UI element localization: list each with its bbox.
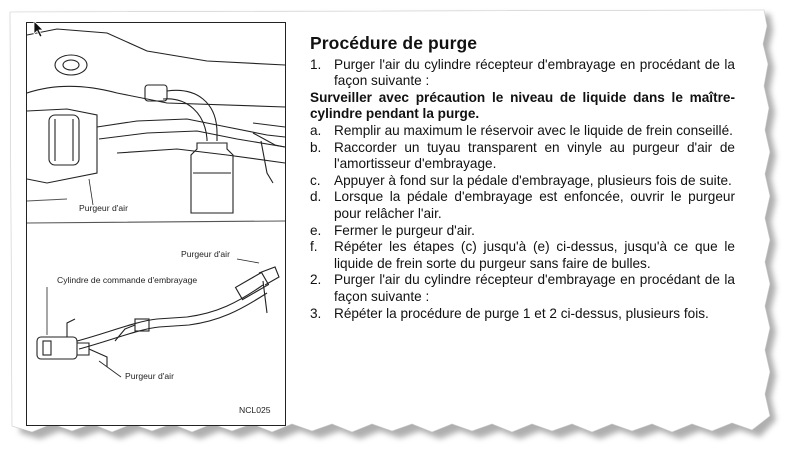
step-c	[310, 173, 735, 190]
procedure-text	[310, 35, 735, 322]
step-text: Fermer le purgeur d'air.	[334, 222, 475, 238]
step-text: Remplir au maximum le réservoir avec le liquide de frein conseillé.	[334, 122, 733, 138]
step-f	[310, 239, 735, 272]
label-purgeur-air-right: Purgeur d'air	[181, 249, 230, 259]
step-marker: 2.	[310, 272, 322, 288]
step-marker: b.	[310, 139, 322, 155]
step-d	[310, 189, 735, 222]
step-e	[310, 223, 735, 240]
step-3	[310, 306, 735, 323]
warning-text: Surveiller avec précaution le niveau de liquide dans le maître-cylindre pendant la purge.	[310, 89, 735, 122]
label-purgeur-air-top: Purgeur d'air	[79, 203, 128, 213]
step-text: Répéter les étapes (c) jusqu'à (e) ci-dessus, jusqu'à ce que le liquide de frein sorte du purgeur sans faire de bulles.	[334, 239, 735, 271]
step-marker: d.	[310, 189, 322, 205]
mouse-pointer-icon	[33, 20, 45, 38]
step-marker: e.	[310, 222, 322, 238]
step-marker: c.	[310, 172, 321, 188]
step-text: Purger l'air du cylindre récepteur d'embrayage en procédant de la façon suivante :	[334, 56, 735, 89]
step-text: Répéter la procédure de purge 1 et 2 ci-dessus, plusieurs fois.	[334, 305, 709, 321]
step-text: Appuyer à fond sur la pédale d'embrayage, plusieurs fois de suite.	[334, 172, 732, 188]
label-cylindre-commande: Cylindre de commande d'embrayage	[57, 275, 198, 285]
step-marker: 3.	[310, 305, 322, 321]
page-title: Procédure de purge	[310, 33, 478, 53]
step-marker: f.	[310, 239, 318, 255]
step-marker: a.	[310, 122, 322, 138]
step-b	[310, 140, 735, 173]
clutch-diagram	[27, 23, 285, 425]
clutch-bleeding-illustration	[26, 22, 286, 426]
step-text: Purger l'air du cylindre récepteur d'embrayage en procédant de la façon suivante :	[334, 272, 735, 304]
step-2	[310, 272, 735, 305]
step-marker: 1.	[310, 56, 322, 72]
step-a	[310, 123, 735, 140]
step-text: Raccorder un tuyau transparent en vinyle au purgeur d'air de l'amortisseur d'embrayage.	[334, 139, 735, 172]
step-text: Lorsque la pédale d'embrayage est enfoncée, ouvrir le purgeur pour relâcher l'air.	[334, 189, 735, 221]
step-1	[310, 57, 735, 90]
label-purgeur-air-bottom: Purgeur d'air	[125, 371, 174, 381]
figure-code: NCL025	[239, 405, 271, 415]
